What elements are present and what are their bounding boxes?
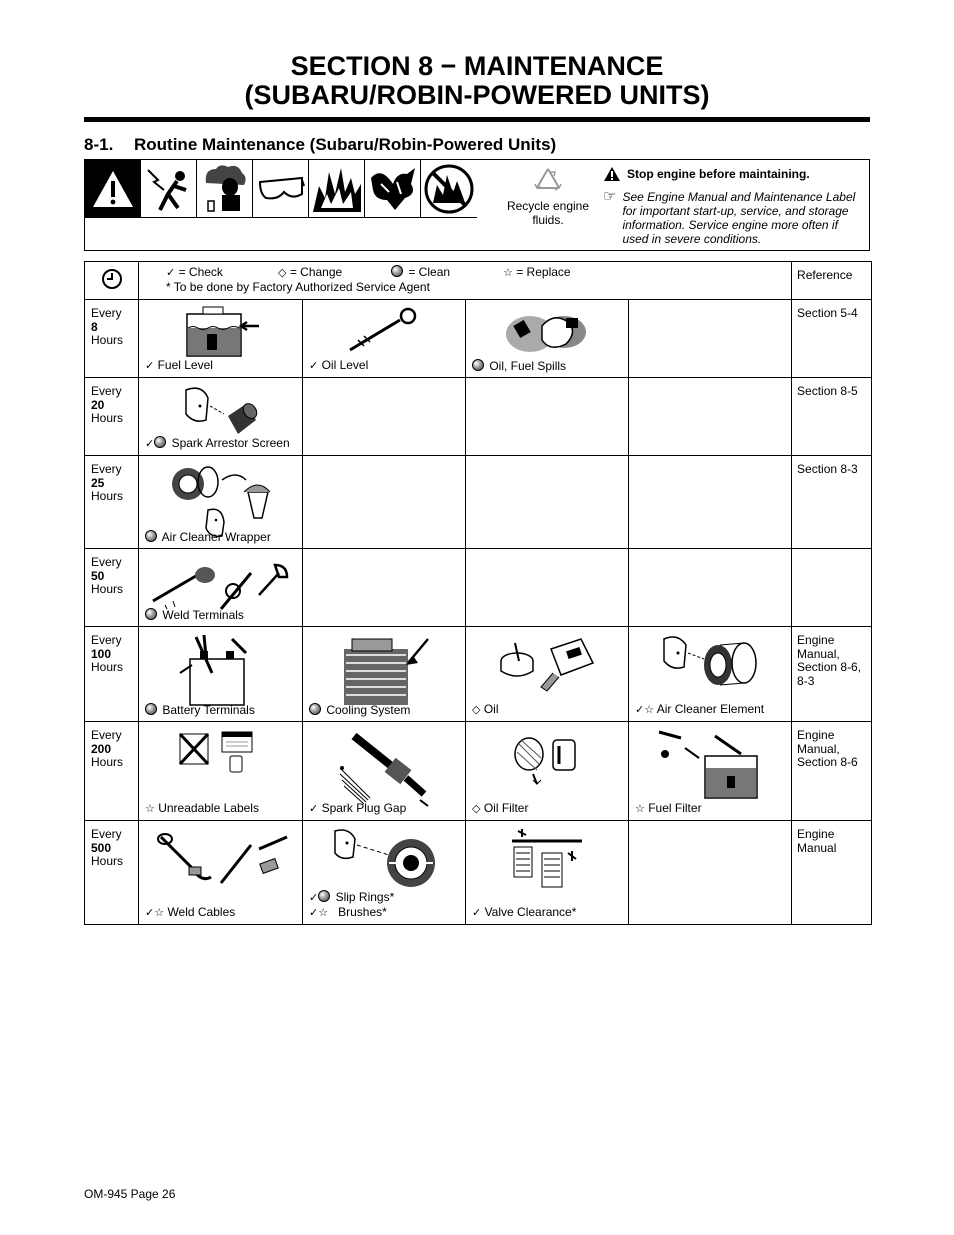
check-icon: ✓ [635,703,645,716]
oil-drain-icon [466,633,628,695]
empty-task-cell [629,378,792,456]
empty-task-cell [629,821,792,925]
warning-icon [85,160,141,218]
reference-cell: Engine Manual, Section 8-6 [792,722,872,821]
clean-dot-icon [154,436,166,448]
task-cell [303,722,466,821]
task-label [635,802,702,817]
empty-task-cell [303,456,466,549]
safety-box [84,159,870,251]
task-cell [466,821,629,925]
schedule-row [85,300,872,378]
star-icon: ☆ [503,267,513,279]
task-cell [466,300,629,378]
clean-dot-icon [318,890,330,902]
interval-every: Every [91,633,122,647]
task-label-text-2: Brushes* [338,904,387,919]
check-icon: ✓ [309,359,319,372]
interval-unit: Hours [91,411,124,425]
diamond-icon: ◇ [278,267,287,279]
clock-icon [101,268,123,290]
task-cell [139,821,303,925]
reference-cell [792,549,872,627]
legend-change: ◇ = Change [278,265,343,279]
fuel-filter-icon [629,728,791,800]
check-icon: ✓ [309,802,319,815]
empty-task-cell [466,378,629,456]
title-line-1: SECTION 8 − MAINTENANCE [290,51,664,81]
task-label [145,608,244,623]
clean-dot-icon [145,530,157,542]
task-cell [466,627,629,722]
recycle-note [493,166,603,227]
task-label-text: Oil Level [321,357,369,372]
check-icon: ✓ [472,906,482,919]
check-icon: ✓ [309,892,319,904]
interval-cell [85,821,139,925]
task-label-text: Spark Arrestor Screen [171,435,290,450]
pointing-hand-icon: ☞ [603,188,617,205]
clean-dot-icon [391,265,403,277]
task-cell [629,627,792,722]
hot-parts-icon [365,160,421,218]
interval-unit: Hours [91,660,124,674]
interval-cell [85,722,139,821]
engine-manual-note-text: See Engine Manual and Maintenance Label for important start-up, service, and storage information. Service engine more often if used in severe conditions. [622,190,856,246]
title-line-2: (SUBARU/ROBIN-POWERED UNITS) [244,80,710,110]
schedule-row [85,821,872,925]
task-cell [139,378,303,456]
interval-cell [85,549,139,627]
task-label [635,703,764,718]
interval-every: Every [91,728,122,742]
interval-unit: Hours [91,489,124,503]
legend-replace: ☆ = Replace [503,265,571,279]
interval-hours: 25 [91,475,105,490]
title-rule [84,117,870,122]
interval-hours: 20 [91,397,105,412]
reference-header: Reference [792,262,872,300]
interval-cell [85,378,139,456]
warning-label-icon [139,728,302,778]
schedule-row [85,627,872,722]
stop-engine-text: Stop engine before maintaining. [627,167,810,181]
page-title [84,52,870,110]
schedule-row [85,549,872,627]
task-label [309,802,406,817]
clock-cell [85,262,139,300]
spark-arrestor-icon [139,384,302,440]
recycle-line-2: fluids. [532,213,564,227]
task-label [472,906,576,921]
task-label-text: Slip Rings* [335,890,395,904]
task-label-text: Spark Plug Gap [321,800,407,815]
reference-cell: Section 8-5 [792,378,872,456]
legend-check: ✓ = Check [166,265,223,279]
fuel-tank-icon [139,306,302,358]
interval-every: Every [91,827,122,841]
wipe-spill-icon [466,306,628,356]
check-icon: ✓ [145,359,155,372]
task-label [472,703,498,718]
diamond-icon: ◇ [472,802,481,815]
page-footer: OM-945 Page 26 [84,1187,176,1201]
interval-unit: Hours [91,333,124,347]
air-cleaner-wrapper-icon [139,462,302,540]
task-cell [629,722,792,821]
subsection-number: 8-1. [84,135,114,154]
task-label-text: Oil [483,701,499,716]
interval-cell [85,456,139,549]
schedule-row [85,456,872,549]
task-label-text: Fuel Filter [648,800,702,815]
schedule-row [85,378,872,456]
task-label [309,359,368,374]
stop-warning [603,166,865,182]
reference-cell: Section 5-4 [792,300,872,378]
task-label-text: Oil Filter [483,800,529,815]
safety-glasses-icon [253,160,309,218]
warning-triangle-icon [603,166,621,182]
electric-shock-icon [141,160,197,218]
task-label-text: Unreadable Labels [158,800,259,815]
check-icon: ✓ [166,267,176,279]
task-cell [303,627,466,722]
task-label [145,436,290,452]
task-label-text: Weld Cables [167,904,236,919]
diamond-icon: ◇ [472,703,481,716]
empty-task-cell [303,549,466,627]
task-label [145,906,235,921]
task-label-text: Fuel Level [157,357,213,372]
empty-task-cell [466,456,629,549]
task-label-text: Air Cleaner Wrapper [161,529,271,544]
interval-hours: 100 [91,646,112,661]
task-label [145,359,213,374]
legend-note: * To be done by Factory Authorized Service Agent [166,279,430,294]
task-label [309,890,394,920]
weld-terminals-icon [139,555,302,613]
empty-task-cell [629,549,792,627]
task-cell [139,549,303,627]
slip-rings-icon [303,827,465,893]
reference-cell: Engine Manual, Section 8-6, 8-3 [792,627,872,722]
star-icon: ☆ [154,906,165,919]
clean-dot-icon [145,703,157,715]
task-cell [303,300,466,378]
star-icon: ☆ [145,802,155,815]
task-label-text: Oil, Fuel Spills [489,358,567,373]
clean-dot-icon [145,608,157,620]
interval-cell [85,300,139,378]
legend-cell [139,262,792,300]
fire-icon [309,160,365,218]
no-flame-icon [421,160,477,218]
interval-every: Every [91,306,122,320]
task-cell [466,722,629,821]
task-cell [139,300,303,378]
interval-every: Every [91,462,122,476]
interval-every: Every [91,555,122,569]
valve-icon [466,827,628,897]
spark-plug-icon [303,728,465,810]
maintenance-schedule-table [84,261,872,925]
task-label [145,530,271,545]
safety-icons [85,160,477,218]
task-label-text: Air Cleaner Element [656,701,765,716]
star-icon: ☆ [644,703,655,716]
interval-hours: 8 [91,319,98,334]
empty-task-cell [303,378,466,456]
task-cell [139,722,303,821]
recycle-line-1: Recycle engine [506,199,590,213]
clean-dot-icon [309,703,321,715]
stop-engine-notes [603,166,865,246]
task-label [145,802,259,817]
task-label-text: Cooling System [326,702,411,717]
interval-hours: 50 [91,568,105,583]
task-label [472,359,566,374]
oil-filter-icon [466,728,628,788]
cooling-fins-icon [303,633,465,713]
task-label [309,703,410,718]
subsection-heading [84,135,556,155]
task-label-text: Valve Clearance* [484,904,577,919]
legend-row [85,262,872,300]
legend-clean: = Clean [391,265,503,280]
schedule-row [85,722,872,821]
interval-every: Every [91,384,122,398]
task-cell [139,456,303,549]
dipstick-icon [303,306,465,354]
check-icon: ✓ [145,906,155,919]
task-label [472,802,528,817]
interval-cell [85,627,139,722]
weld-cables-icon [139,827,302,887]
empty-task-cell [629,300,792,378]
clean-dot-icon [472,359,484,371]
interval-unit: Hours [91,755,124,769]
interval-hours: 200 [91,741,112,756]
legend-symbols [166,265,791,281]
task-label [145,703,255,718]
engine-manual-note [603,190,865,246]
toxic-fumes-icon [197,160,253,218]
empty-task-cell [466,549,629,627]
task-label-text: Battery Terminals [162,702,255,717]
star-icon: ☆ [635,802,645,815]
subsection-title: Routine Maintenance (Subaru/Robin-Powered Units) [134,135,557,154]
reference-cell: Section 8-3 [792,456,872,549]
check-icon: ✓ [145,437,155,450]
empty-task-cell [629,456,792,549]
interval-unit: Hours [91,582,124,596]
reference-cell: Engine Manual [792,821,872,925]
air-filter-icon [629,633,791,695]
recycle-icon [531,166,565,196]
task-label-text: Weld Terminals [162,607,244,622]
interval-unit: Hours [91,854,124,868]
task-cell [303,821,466,925]
interval-hours: 500 [91,840,112,855]
star-icon: ☆ [318,906,329,919]
check-icon: ✓ [309,906,319,919]
task-cell [139,627,303,722]
